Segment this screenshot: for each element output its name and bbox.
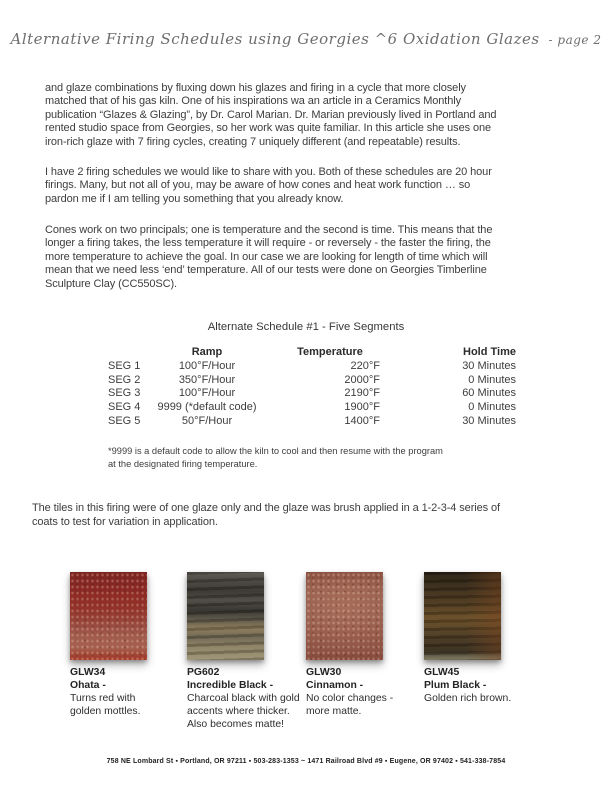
paragraph-1: [45, 82, 496, 149]
paragraph-line: more temperature to achieve the goal. In our case we are looking for length of time which will: [45, 250, 488, 263]
segment-label: SEG 2: [108, 373, 141, 386]
paragraph-line: firings. Many, but not all of you, may be aware of how cones and heat work function … so: [45, 179, 471, 192]
segment-label: SEG 1: [108, 359, 141, 372]
ramp-value: 9999 (*default code): [157, 401, 257, 414]
glaze-name: Cinnamon -: [306, 680, 364, 691]
temperature-value: 220°F: [350, 359, 380, 372]
glaze-code: GLW45: [424, 667, 460, 678]
tiles-intro-paragraph: [32, 502, 500, 529]
glaze-code: PG602: [187, 667, 220, 678]
table-header-row: [108, 346, 516, 360]
paragraph-line: longer a firing takes, the less temperature it will require - or reversely - the faster the firing, the: [45, 237, 491, 250]
table-row: [108, 401, 516, 415]
table-row: [108, 374, 516, 388]
table-row: [108, 387, 516, 401]
paragraph-line: mean that we need less ‘end’ temperature. All of our tests were done on Georgies Timberline: [45, 264, 487, 277]
glaze-name: Plum Black -: [424, 680, 487, 691]
page-number-label: - page 2: [548, 33, 602, 47]
hold-time-value: 30 Minutes: [462, 359, 516, 372]
ramp-value: 100°F/Hour: [178, 359, 236, 372]
paragraph-3: [45, 224, 492, 291]
glaze-description-line: Turns red with: [70, 693, 136, 704]
glaze-code: GLW34: [70, 667, 106, 678]
glaze-description-line: Charcoal black with gold: [187, 693, 300, 704]
paragraph-line: The tiles in this firing were of one glaze only and the glaze was brush applied in a 1-2-3-4 series of: [32, 502, 500, 514]
paragraph-line: Cones work on two principals; one is temperature and the second is time. This means that the: [45, 224, 493, 236]
glaze-tile-glw30: [306, 572, 422, 718]
temperature-value: 2000°F: [344, 373, 380, 386]
segment-label: SEG 3: [108, 387, 141, 400]
glaze-tile-glw34: [70, 572, 186, 718]
glaze-description-line: Also becomes matte!: [187, 719, 285, 730]
glaze-description-line: more matte.: [306, 706, 362, 717]
page-title: [0, 30, 612, 48]
column-header-temperature: Temperature: [297, 346, 363, 358]
hold-time-value: 0 Minutes: [468, 401, 516, 414]
footnote-line: *9999 is a default code to allow the kiln to cool and then resume with the program: [108, 446, 443, 456]
column-header-segment: [108, 346, 148, 360]
paragraph-line: rented studio space from Georgies, so her work was quite familiar. In this article she uses one: [45, 122, 491, 135]
column-header-hold-time: Hold Time: [463, 346, 516, 358]
hold-time-value: 30 Minutes: [462, 414, 516, 427]
ramp-value: 100°F/Hour: [178, 387, 236, 400]
paragraph-line: iron-rich glaze with 7 firing cycles, creating 7 uniquely different (and repeatable) results.: [45, 135, 461, 148]
page-title-text: Alternative Firing Schedules using Georgies ^6 Oxidation Glazes: [10, 30, 540, 48]
table-row: [108, 415, 516, 429]
glaze-swatch-image: [306, 572, 383, 660]
glaze-description-line: Golden rich brown.: [424, 693, 512, 704]
glaze-description-line: golden mottles.: [70, 706, 141, 717]
schedule-footnote: [108, 445, 443, 471]
glaze-description-line: accents where thicker.: [187, 706, 290, 717]
table-row: [108, 360, 516, 374]
temperature-value: 2190°F: [344, 387, 380, 400]
hold-time-value: 0 Minutes: [468, 373, 516, 386]
paragraph-line: publication “Glazes & Glazing”, by Dr. Carol Marian. Dr. Marian previously lived in Portland and: [45, 108, 497, 121]
ramp-value: 350°F/Hour: [178, 373, 236, 386]
paragraph-2: [45, 166, 492, 206]
segment-label: SEG 5: [108, 414, 141, 427]
glaze-tile-pg602: [187, 572, 303, 731]
temperature-value: 1900°F: [344, 401, 380, 414]
glaze-name: Incredible Black -: [187, 680, 274, 691]
glaze-caption: [306, 666, 422, 718]
glaze-swatch-image: [187, 572, 264, 660]
glaze-caption: [187, 666, 303, 731]
hold-time-value: 60 Minutes: [462, 387, 516, 400]
temperature-value: 1400°F: [344, 414, 380, 427]
glaze-tile-glw45: [424, 572, 540, 705]
glaze-description-line: No color changes -: [306, 693, 394, 704]
glaze-name: Ohata -: [70, 680, 106, 691]
glaze-swatch-image: [424, 572, 501, 660]
paragraph-line: matched that of his gas kiln. One of his inspirations wa an article in a Ceramics Monthly: [45, 95, 462, 108]
paragraph-line: pardon me if I am telling you something that you already know.: [45, 192, 344, 205]
paragraph-line: Sculpture Clay (CC550SC).: [45, 277, 177, 290]
footnote-line: at the designated firing temperature.: [108, 458, 258, 469]
column-header-ramp: Ramp: [191, 346, 223, 358]
schedule-heading: Alternate Schedule #1 - Five Segments: [207, 321, 405, 333]
paragraph-line: I have 2 firing schedules we would like to share with you. Both of these schedules are 20 hour: [45, 166, 492, 178]
segment-label: SEG 4: [108, 401, 141, 414]
glaze-caption: [424, 666, 540, 705]
glaze-caption: [70, 666, 186, 718]
firing-schedule-table: [108, 346, 516, 429]
paragraph-line: coats to test for variation in application.: [32, 515, 218, 528]
glaze-code: GLW30: [306, 667, 342, 678]
paragraph-line: and glaze combinations by fluxing down his glazes and firing in a cycle that more closely: [45, 82, 466, 94]
ramp-value: 50°F/Hour: [181, 414, 233, 427]
store-address-footer: 758 NE Lombard St ▪ Portland, OR 97211 ▪ 503-283-1353 ~ 1471 Railroad Blvd #9 ▪ Eugene, OR 97402 ▪ 541-338-7854: [106, 758, 506, 765]
glaze-swatch-image: [70, 572, 147, 660]
